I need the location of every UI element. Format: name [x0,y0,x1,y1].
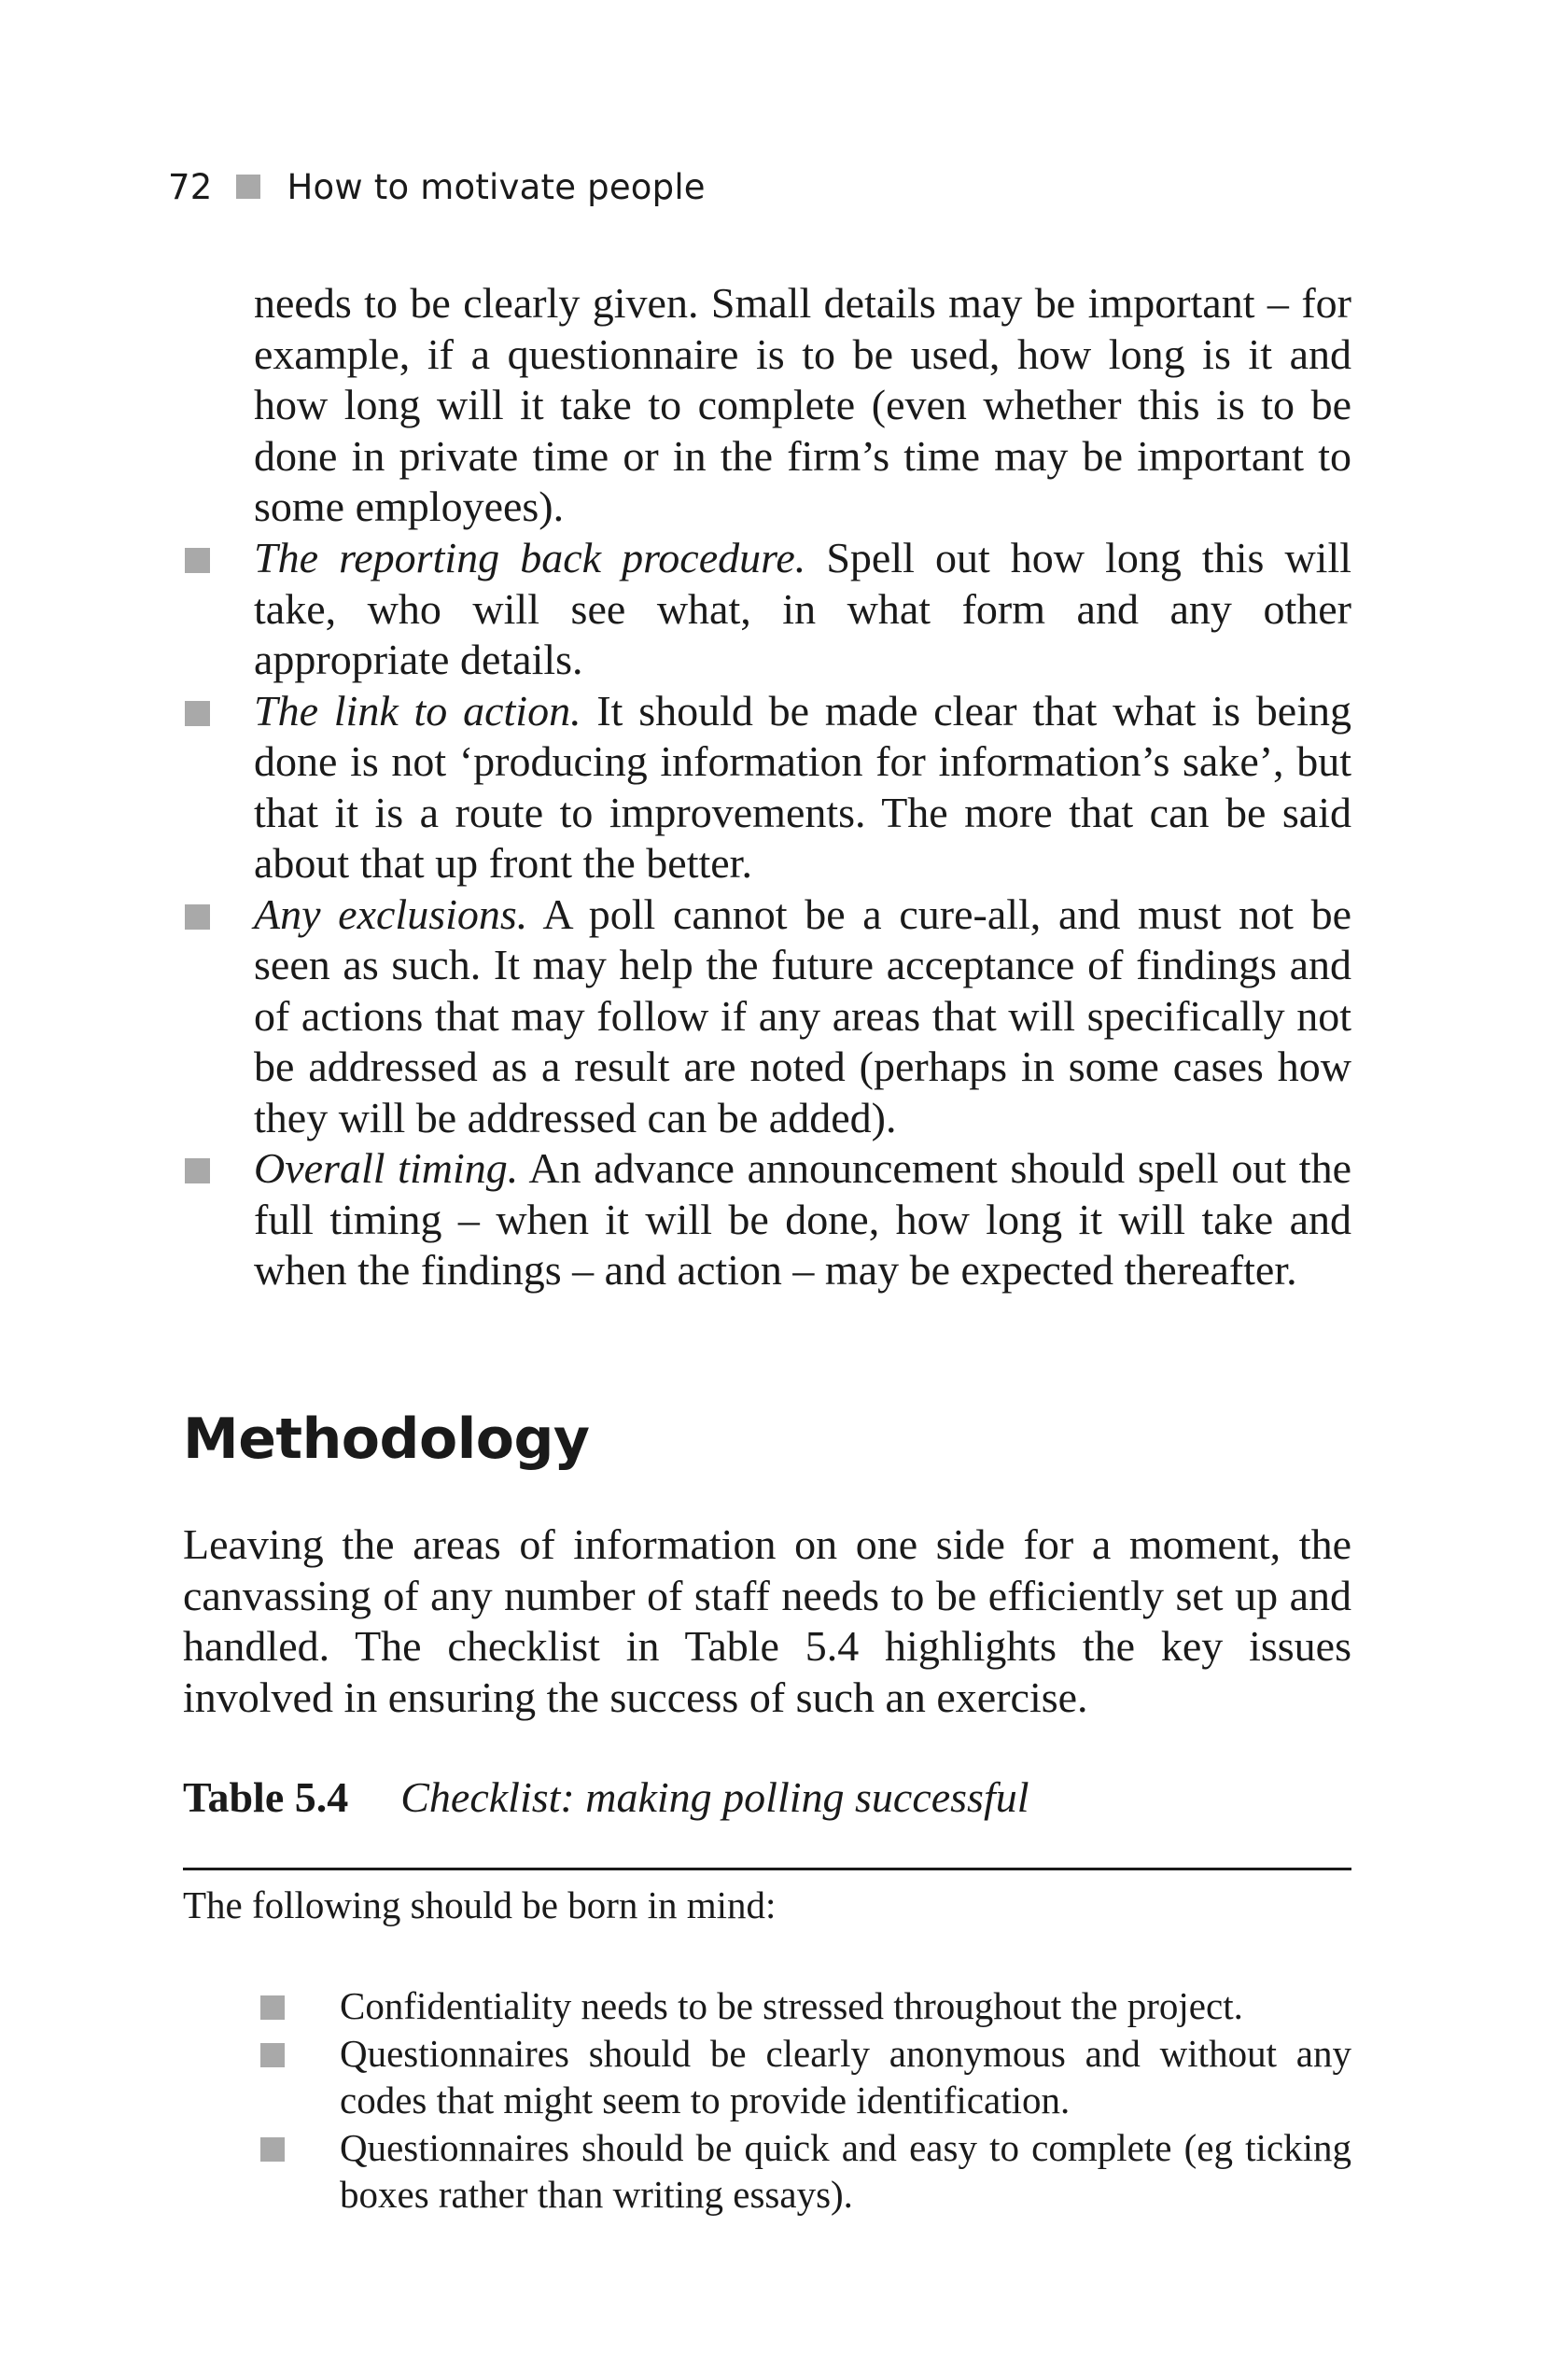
checklist-item [183,2124,1351,2219]
square-bullet-icon [185,548,210,573]
square-bullet-icon [260,1995,285,2020]
square-bullet-icon [185,1158,210,1183]
table-intro: The following should be born in mind: [183,1883,777,1926]
checklist-text: Confidentiality needs to be stressed throughout the project. [340,1984,1243,2027]
checklist-item [183,1982,1351,2030]
bullet-lead: Overall timing. [254,1144,519,1192]
bullet-item [168,889,1351,1144]
table-top-rule [183,1868,1351,1870]
running-title: How to motivate people [287,166,706,207]
page-number: 72 [168,166,213,207]
table-number: Table 5.4 [183,1773,349,1821]
bullet-text: A poll cannot be a cure-all, and must not be seen as such. It may help the future acceptance of findings and of actions that may follow if any areas that will specifically not be addressed as a result are noted (perhaps in some cases how they will be addressed can be added). [254,889,1351,1141]
bullet-text: It should be made clear that what is being done is not ‘producing information for information’s sake’, but that it is a route to improvements. The more that can be said about that up front the better. [254,686,1351,887]
bullet-text: Spell out how long this will take, who will see what, in what form and any other appropriate details. [254,534,1351,683]
header-square-icon [236,175,260,199]
checklist-text: Questionnaires should be quick and easy to complete (eg ticking boxes rather than writing essays). [340,2125,1351,2216]
bullet-lead: The link to action. [254,686,581,735]
table-caption [183,1771,1029,1824]
square-bullet-icon [260,2137,285,2162]
checklist-text: Questionnaires should be clearly anonymous and without any codes that might seem to provide identification. [340,2031,1351,2121]
bullet-item [168,1143,1351,1296]
bullet-text: An advance announcement should spell out the full timing – when it will be done, how long it will take and when the findings – and action – may be expected thereafter. [254,1144,1352,1294]
square-bullet-icon [260,2043,285,2067]
bullet-list [168,533,1351,1296]
square-bullet-icon [185,904,210,930]
checklist-item [183,2030,1351,2124]
methodology-paragraph: Leaving the areas of information on one side for a moment, the canvassing of any number of staff needs to be efficiently set up and handled. The checklist in Table 5.4 highlights the key issues involved in ensuring the success of such an exercise. [183,1520,1351,1721]
running-header [168,159,706,215]
section-heading: Methodology [183,1407,590,1472]
checklist [183,1982,1351,2219]
bullet-item [168,533,1351,686]
continued-paragraph: needs to be clearly given. Small details may be important – for example, if a questionnaire is to be used, how long is it and how long will it take to complete (even whether this is to be done in private time or in the firm’s time may be important to some employees). [254,279,1351,530]
bullet-item [168,686,1351,889]
square-bullet-icon [185,701,210,726]
bullet-lead: The reporting back procedure. [254,534,806,581]
bullet-lead: Any exclusions. [254,889,528,938]
table-title: Checklist: making polling successful [400,1773,1029,1821]
